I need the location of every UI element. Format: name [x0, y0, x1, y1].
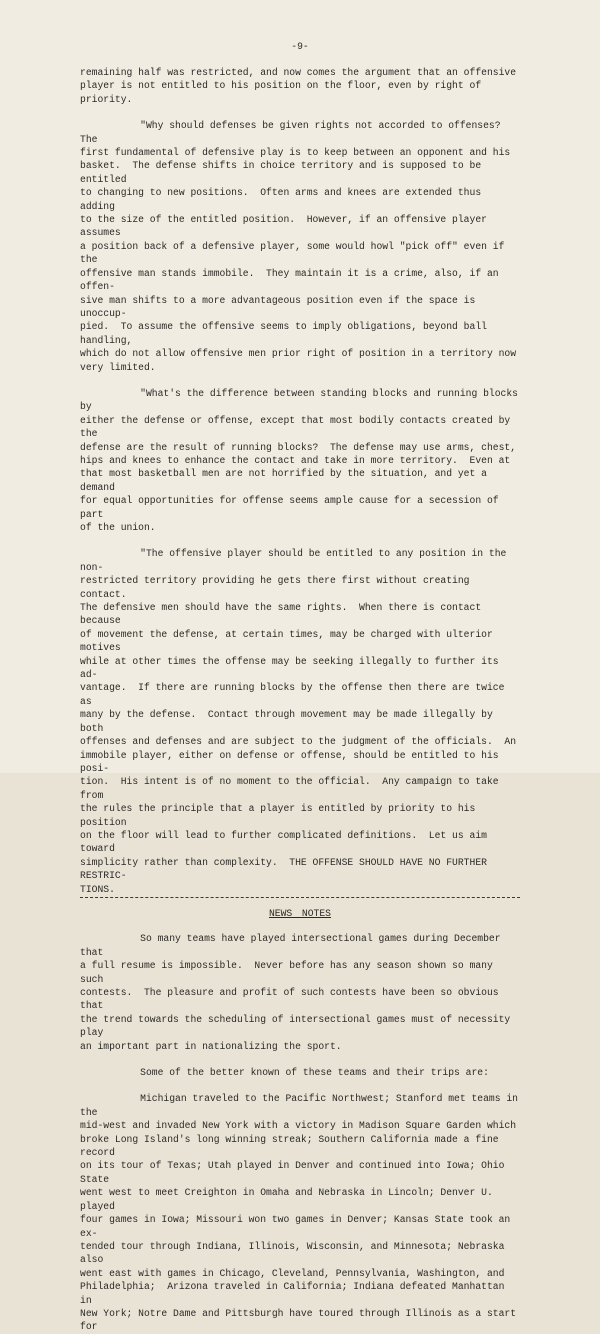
- document-body: [80, 66, 520, 1334]
- news-paragraph-3: Michigan traveled to the Pacific Northwest; Stanford met teams in the mid-west and invaded New York with a victory in Madison Square Garden which broke Long Island's long winning streak; Southern California made a fine record on its tour of Texas; Utah played in Denver and continued into Iowa; Ohio State went west to meet Creighton in Omaha and Nebraska in Lincoln; Denver U. played four games in Iowa; Missouri won two games in Denver; Kansas State took an ex- tended tour through Indiana, Illinois, Wisconsin, and Minnesota; Nebraska also went east with games in Chicago, Cleveland, Pennsylvania, Washington, and Philadelphia; Arizona traveled in California; Indiana defeated Manhattan in New York; Notre Dame and Pittsburgh have toured through Illinois as a start for: [80, 1093, 518, 1333]
- dashed-divider: [80, 897, 520, 898]
- paragraph-2: "Why should defenses be given rights not accorded to offenses? The first fundamental of defensive play is to keep between an opponent and his basket. The defense shifts in choice territory and is supposed to be entitled to changing to new positions. Often arms and knees are extended thus adding to the size of the entitled position. However, if an offensive player assumes a position back of a defensive player, some would howl "pick off" even if the offensive man stands immobile. They maintain it is a crime, also, if an offen- sive man shifts to a more advantageous position even if the space is unoccup- pied. To assume the offensive seems to imply obligations, beyond ball handling, which do not allow offensive men prior right of position in a territory now very limited.: [80, 120, 517, 373]
- page-number: -9-: [291, 41, 309, 52]
- news-paragraph-2: Some of the better known of these teams and their trips are:: [140, 1067, 489, 1079]
- section-heading: NEWS NOTES: [268, 907, 331, 919]
- paragraph-3: "What's the difference between standing blocks and running blocks by either the defense or offense, except that most bodily contacts created by the defense are the result of running blocks? The defense may use arms, chest, hips and knees to enhance the contact and take in more territory. Even at that most basketball men are not horrified by the situation, and yet a demand for equal opportunities for offense seems ample cause for a secession of part of the union.: [80, 387, 518, 533]
- paragraph-4: "The offensive player should be entitled to any position in the non- restricted territory providing he gets there first without creating contact. The defensive men should have the same rights. When there is contact because of movement the defense, at certain times, may be charged with ulterior motives while at other times the offense may be seeking illegally to further its ad- vantage. If there are running blocks by the offense then there are twice as many by the defense. Contact through movement may be made illegally by both offenses and defenses and are subject to the judgment of the officials. An immobile player, either on defense or offense, should be entitled to his posi- tion. His intent is of no moment to the official. Any campaign to take from the rules the principle that a player is entitled by priority to his position on the floor will lead to further complicated definitions. Let us aim toward simplicity rather than complexity. THE OFFENSE SHOULD HAVE NO FURTHER RESTRIC- TIONS.: [80, 548, 517, 895]
- news-paragraph-1: So many teams have played intersectional games during December that a full resume is impossible. Never before has any season shown so many such contests. The pleasure and profit of such contests have been so obvious that the trend towards the scheduling of intersectional games must of necessity play an important part in nationalizing the sport.: [80, 933, 511, 1052]
- paragraph-1: remaining half was restricted, and now comes the argument that an offensive player is not entitled to his position on the floor, even by right of priority.: [80, 67, 517, 105]
